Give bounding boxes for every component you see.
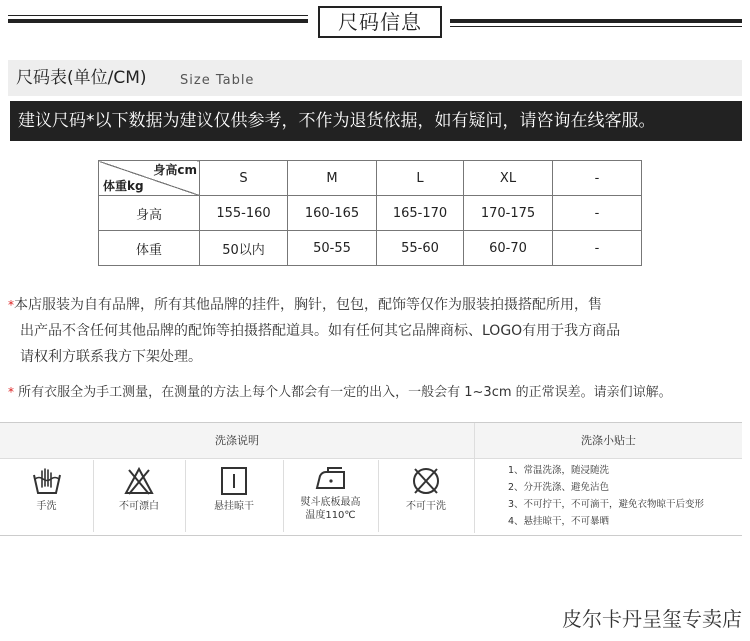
care-item-iron <box>283 460 378 532</box>
care-label: 不可漂白 <box>119 501 159 512</box>
care-label: 不可干洗 <box>406 501 446 512</box>
size-column-header: S <box>200 161 288 196</box>
care-item-no-dry-clean <box>378 460 474 532</box>
section-title: 尺码信息 <box>318 6 442 38</box>
note-line: 出产品不含任何其他品牌的配饰等拍摄搭配道具。如有任何其它品牌商标、LOGO有用于我方商品 <box>20 323 621 339</box>
note-line: 请权利方联系我方下架处理。 <box>20 349 202 365</box>
note-line: 本店服装为自有品牌，所有其他品牌的挂件，胸针，包包，配饰等仅作为服装拍摄搭配所用，售 <box>14 297 602 313</box>
header-line-right-thick <box>450 19 742 23</box>
size-chart-title: 尺码表(单位/CM) <box>16 68 147 88</box>
care-label: 手洗 <box>36 501 57 512</box>
no-bleach-icon <box>123 466 155 496</box>
care-item-no-bleach <box>93 460 185 532</box>
care-label: 悬挂晾干 <box>214 501 254 512</box>
row-label: 体重 <box>99 231 200 266</box>
table-cell: 55-60 <box>377 231 464 266</box>
table-row <box>99 196 642 231</box>
table-cell: 160-165 <box>288 196 377 231</box>
list-item: 1、常温洗涤，随浸随洗 <box>508 465 610 476</box>
care-tips-list <box>508 462 704 530</box>
measurement-note <box>8 379 672 406</box>
size-table-corner-cell <box>99 161 200 196</box>
size-column-header: M <box>288 161 377 196</box>
red-asterisk: * <box>8 385 14 399</box>
size-column-header: XL <box>464 161 553 196</box>
corner-label-height: 身高cm <box>153 163 197 177</box>
header-line-left-thin <box>8 15 308 16</box>
size-table-header-row <box>99 161 642 196</box>
corner-label-weight: 体重kg <box>103 179 144 193</box>
hang-dry-icon <box>218 466 250 496</box>
no-dry-clean-icon <box>410 466 442 496</box>
iron-icon <box>314 466 348 492</box>
table-cell: 165-170 <box>377 196 464 231</box>
hand-wash-icon <box>31 466 63 496</box>
care-header-left: 洗涤说明 <box>0 423 474 458</box>
table-cell: 155-160 <box>200 196 288 231</box>
store-name: 皮尔卡丹呈玺专卖店 <box>562 607 742 631</box>
table-cell: 50-55 <box>288 231 377 266</box>
table-cell: 50以内 <box>200 231 288 266</box>
brand-disclaimer-note <box>8 292 620 370</box>
header-line-left-thick <box>8 19 308 23</box>
table-row <box>99 231 642 266</box>
row-label: 身高 <box>99 196 200 231</box>
care-label: 温度110℃ <box>305 510 356 521</box>
care-label: 熨斗底板最高 <box>300 497 361 508</box>
list-item: 4、悬挂晾干，不可暴晒 <box>508 516 610 527</box>
list-item: 3、不可拧干，不可滴干，避免衣物晾干后变形 <box>508 499 705 510</box>
table-cell: 170-175 <box>464 196 553 231</box>
size-column-header: - <box>553 161 642 196</box>
care-head-divider <box>0 458 742 459</box>
table-cell: 60-70 <box>464 231 553 266</box>
care-item-hand-wash <box>0 460 93 532</box>
header-line-right-thin <box>450 26 742 27</box>
size-chart-subtitle: Size Table <box>180 73 255 88</box>
size-notice-bar: 建议尺码*以下数据为建议仅供参考，不作为退货依据，如有疑问，请咨询在线客服。 <box>10 101 742 141</box>
list-item: 2、分开洗涤、避免沾色 <box>508 482 610 493</box>
note-line: 所有衣服全为手工测量，在测量的方法上每个人都会有一定的出入，一般会有 1~3cm 的正常误差。请亲们谅解。 <box>18 385 672 400</box>
table-cell: - <box>553 231 642 266</box>
red-asterisk: * <box>8 298 14 312</box>
care-header-right: 洗涤小贴士 <box>475 423 742 458</box>
care-divider <box>474 423 475 533</box>
size-column-header: L <box>377 161 464 196</box>
table-cell: - <box>553 196 642 231</box>
size-table <box>98 160 642 266</box>
care-item-hang-dry <box>185 460 283 532</box>
